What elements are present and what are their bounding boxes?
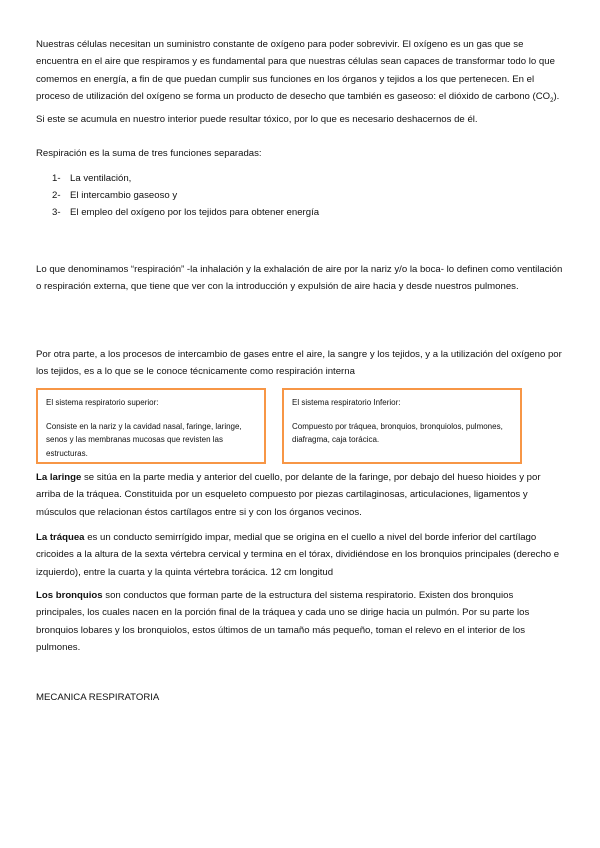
bronquios-term: Los bronquios	[36, 590, 103, 601]
superior-box-title: El sistema respiratorio superior:	[46, 398, 159, 407]
laringe-paragraph: La laringe se sitúa en la parte media y anterior del cuello, por delante de la faringe, por debajo del hueso hioides y por arriba de la tráquea. Constituida por un esqueleto compuesto por piezas cartilaginosas, articulaciones, ligamentos y músculos que relacionan éstos cartílagos entre si y con los órganos vecinos.	[36, 472, 541, 518]
traquea-term: La tráquea	[36, 532, 85, 543]
co2-subscript: 2	[550, 98, 554, 105]
intro-paragraph	[36, 36, 564, 128]
inferior-box-body: Compuesto por tráquea, bronquios, bronquiolos, pulmones, diafragma, caja torácica.	[292, 421, 503, 444]
traquea-paragraph: La tráquea es un conducto semirrígido impar, medial que se origina en el cuello a nivel del borde inferior del cartílago cricoides a la altura de la sexta vértebra cervical y termina en el tórax, dividiéndose en los bronquios principales (derecho e izquierdo), entre la cuarta y la quinta vértebra torácica. 12 cm longitud	[36, 532, 560, 578]
laringe-term: La laringe	[36, 472, 82, 483]
ventilation-paragraph: Lo que denominamos “respiración” -la inhalación y la exhalación de aire por la nariz y/o la boca- lo definen como ventilación o respiración externa, que tiene que ver con la introducción y expulsión de aire hacia y desde nuestros pulmones.	[36, 264, 563, 293]
intro-text-end: ). Si este se acumula en nuestro interior puede resultar tóxico, por lo que es necesario deshacernos de él.	[36, 91, 560, 125]
functions-list	[52, 170, 319, 221]
respiration-sum-paragraph: Respiración es la suma de tres funciones separadas:	[36, 148, 262, 159]
list-item: 1- La ventilación,	[52, 173, 132, 184]
list-item: 3- El empleo del oxígeno por los tejidos para obtener energía	[52, 207, 320, 218]
inferior-system-box	[282, 388, 522, 464]
internal-respiration-paragraph: Por otra parte, a los procesos de intercambio de gases entre el aire, la sangre y los tejidos, y a la utilización del oxígeno por los tejidos, es a lo que se le conoce técnicamente como respiración interna	[36, 349, 562, 378]
intro-text: Nuestras células necesitan un suministro constante de oxígeno para poder sobrevivir. El oxígeno es un gas que se encuentra en el aire que respiramos y es fundamental para que nuestras células sean capaces de transformar todo lo que comemos en energía, a fin de que puedan cumplir sus funciones en los órganos y tejidos a los que pertenecen. En el proceso de utilización del oxígeno se forma un producto de desecho que también es gaseoso: el dióxido de carbono (CO	[36, 39, 555, 103]
list-item: 2- El intercambio gaseoso y	[52, 190, 178, 201]
section-heading: MECANICA RESPIRATORIA	[36, 692, 160, 703]
bronquios-paragraph: Los bronquios son conductos que forman parte de la estructura del sistema respiratorio. Existen dos bronquios principales, los cuales nacen en la porción final de la tráquea y cada uno se dirige hacia un pulmón. Por su parte los bronquios lobares y los bronquiolos, estos últimos de un tamaño más pequeño, toman el relevo en el interior de los pulmones.	[36, 590, 530, 654]
inferior-box-title: El sistema respiratorio Inferior:	[292, 398, 401, 407]
superior-system-box	[36, 388, 266, 464]
superior-box-body: Consiste en la nariz y la cavidad nasal, faringe, laringe, senos y las membranas mucosas que revisten las estructuras.	[46, 421, 242, 458]
